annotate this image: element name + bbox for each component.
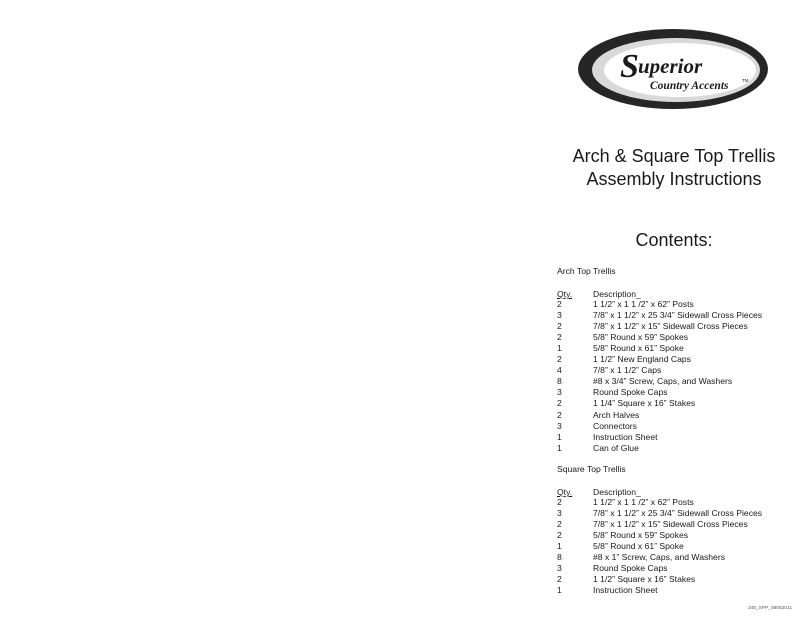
- item-qty: 3: [557, 387, 562, 398]
- item-qty: 1: [557, 442, 562, 453]
- item-description: 1 1/4” Square x 16” Stakes: [593, 398, 696, 409]
- arch-part-item: [557, 432, 797, 443]
- item-qty: 8: [557, 376, 562, 387]
- contents-heading: Contents:: [635, 230, 713, 250]
- item-qty: 1: [557, 343, 562, 354]
- arch-part-item: [557, 443, 797, 454]
- item-qty: 3: [557, 508, 562, 518]
- item-qty: 2: [557, 354, 562, 365]
- arch-section-title: Arch Top Trellis: [557, 266, 616, 276]
- title-line-1: Arch & Square Top Trellis: [572, 146, 776, 166]
- item-description: Can of Glue: [593, 442, 639, 453]
- item-description: Round Spoke Caps: [593, 563, 668, 573]
- item-qty: 1: [557, 585, 562, 595]
- item-qty: 1: [557, 541, 562, 551]
- item-description: 5/8” Round x 59” Spokes: [593, 530, 689, 540]
- logo-brand-initial: S: [620, 48, 639, 85]
- item-description: 5/8” Round x 61” Spoke: [593, 541, 684, 551]
- item-qty: 2: [557, 398, 562, 409]
- item-qty: 2: [557, 497, 562, 507]
- item-description: 1 1/2” x 1 1 /2” x 62” Posts: [593, 299, 694, 309]
- arch-part-item: [557, 354, 797, 365]
- item-qty: 2: [557, 299, 562, 309]
- square-part-item: [557, 563, 797, 574]
- item-qty: 2: [557, 321, 562, 332]
- square-part-item: [557, 574, 797, 585]
- item-qty: 2: [557, 574, 562, 584]
- item-qty: 3: [557, 563, 562, 573]
- item-qty: 2: [557, 332, 562, 343]
- square-section-title: Square Top Trellis: [557, 464, 626, 474]
- item-description: 7/8” x 1 1/2” Caps: [593, 365, 662, 376]
- document-code: 345_SPP_08052011: [748, 606, 792, 611]
- item-qty: 3: [557, 420, 562, 431]
- logo-brand-rest: uperior: [638, 54, 703, 78]
- item-qty: 4: [557, 365, 562, 376]
- arch-part-item: [557, 421, 797, 432]
- square-part-item: [557, 508, 797, 519]
- qty-header: Qty.: [557, 487, 573, 497]
- logo-trademark: TM: [742, 78, 749, 83]
- square-part-item: [557, 585, 797, 596]
- arch-part-item: [557, 343, 797, 354]
- item-description: #8 x 1” Screw, Caps, and Washers: [593, 552, 725, 562]
- square-part-item: [557, 519, 797, 530]
- arch-part-item: [557, 410, 797, 421]
- item-description: 7/8” x 1 1/2” x 25 3/4” Sidewall Cross Pieces: [593, 508, 763, 518]
- item-qty: 2: [557, 530, 562, 540]
- logo-subtitle: Country Accents: [650, 80, 729, 92]
- square-part-item: [557, 530, 797, 541]
- arch-part-item: [557, 310, 797, 321]
- item-description: Round Spoke Caps: [593, 387, 668, 398]
- item-description: 7/8” x 1 1/2” x 25 3/4” Sidewall Cross Pieces: [593, 310, 763, 321]
- item-description: Arch Halves: [593, 409, 640, 420]
- arch-part-item: [557, 321, 797, 332]
- item-description: 1 1/2” x 1 1 /2” x 62” Posts: [593, 497, 694, 507]
- brand-logo: [576, 26, 770, 112]
- logo-oval-graphic: [576, 26, 770, 112]
- description-header: Description_: [593, 289, 641, 299]
- square-part-item: [557, 552, 797, 563]
- item-qty: 2: [557, 409, 562, 420]
- qty-header: Qty.: [557, 289, 573, 299]
- item-qty: 3: [557, 310, 562, 321]
- item-qty: 1: [557, 431, 562, 442]
- item-description: Instruction Sheet: [593, 585, 658, 595]
- item-description: 5/8” Round x 61” Spoke: [593, 343, 684, 354]
- square-part-item: [557, 541, 797, 552]
- arch-part-item: [557, 398, 797, 409]
- item-description: 5/8” Round x 59” Spokes: [593, 332, 689, 343]
- arch-part-item: [557, 365, 797, 376]
- item-description: 1 1/2” Square x 16” Stakes: [593, 574, 696, 584]
- item-qty: 8: [557, 552, 562, 562]
- arch-part-item: [557, 387, 797, 398]
- arch-part-item: [557, 376, 797, 387]
- description-header: Description_: [593, 487, 641, 497]
- item-description: #8 x 3/4” Screw, Caps, and Washers: [593, 376, 733, 387]
- item-description: 7/8” x 1 1/2” x 15” Sidewall Cross Pieces: [593, 519, 748, 529]
- item-qty: 2: [557, 519, 562, 529]
- arch-part-item: [557, 332, 797, 343]
- item-description: Instruction Sheet: [593, 431, 658, 442]
- item-description: 7/8” x 1 1/2” x 15” Sidewall Cross Pieces: [593, 321, 748, 332]
- item-description: Connectors: [593, 420, 637, 431]
- square-part-item: [557, 497, 797, 508]
- arch-part-item: [557, 299, 797, 310]
- item-description: 1 1/2” New England Caps: [593, 354, 691, 365]
- title-line-2: Assembly Instructions: [586, 169, 762, 189]
